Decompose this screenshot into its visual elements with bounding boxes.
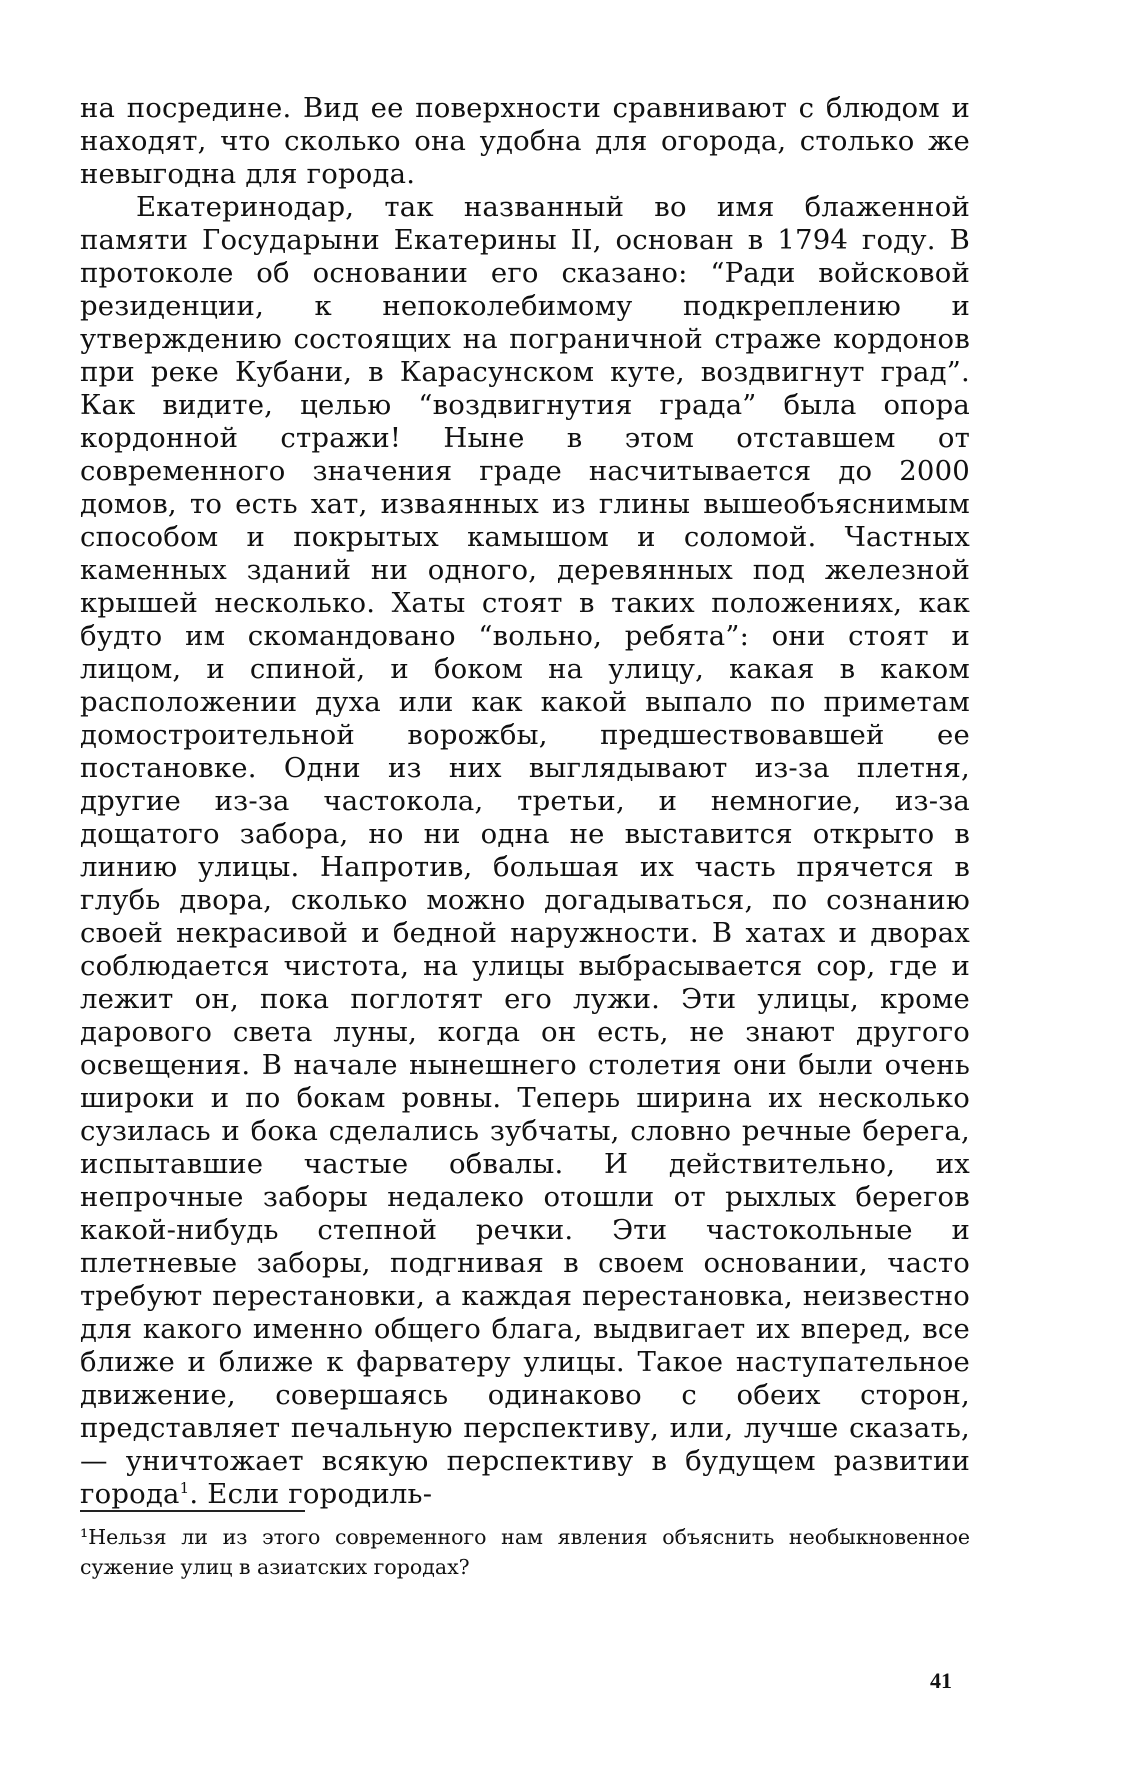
footnote-marker: ¹: [80, 1525, 89, 1549]
paragraph-2-tail: . Если городиль-: [189, 1478, 433, 1510]
footnote-reference: 1: [179, 1478, 190, 1497]
footnote-separator: [80, 1510, 305, 1512]
footnote: [80, 1522, 970, 1582]
page-body: [80, 92, 970, 1511]
paragraph-1: на посредине. Вид ее поверхности сравнивают с блюдом и находят, что сколько она удобна для огорода, столько же невыгодна для города.: [80, 92, 970, 190]
paragraph-2: [80, 191, 970, 1511]
paragraph-2-text: Екатеринодар, так названный во имя блаженной памяти Государыни Екатерины II, основан в 1794 году. В протоколе об основании его сказано: “Ради войсковой резиденции, к непоколебимому подкреплению и утверждению состоящих на пограничной страже кордонов при реке Кубани, в Карасунском куте, воздвигнут град”. Как видите, целью “воздвигнутия града” была опора кордонной стражи! Ныне в этом отставшем от современного значения граде насчитывается до 2000 домов, то есть хат, изваянных из глины вышеобъяснимым способом и покрытых камышом и соломой. Частных каменных зданий ни одного, деревянных под железной крышей несколько. Хаты стоят в таких положениях, как будто им скомандовано “вольно, ребята”: они стоят и лицом, и спиной, и боком на улицу, какая в каком расположении духа или как какой выпало по приметам домостроительной ворожбы, предшествовавшей ее постановке. Одни из них выглядывают из-за плетня, другие из-за частокола, третьи, и немногие, из-за дощатого забора, но ни одна не выставится открыто в линию улицы. Напротив, большая их часть прячется в глубь двора, сколько можно догадываться, по сознанию своей некрасивой и бедной наружности. В хатах и дворах соблюдается чистота, на улицы выбрасывается сор, где и лежит он, пока поглотят его лужи. Эти улицы, кроме дарового света луны, когда он есть, не знают другого освещения. В начале нынешнего столетия они были очень широки и по бокам ровны. Теперь ширина их несколько сузилась и бока сделались зубчаты, словно речные берега, испытавшие частые обвалы. И действительно, их непрочные заборы недалеко отошли от рыхлых берегов какой-нибудь степной речки. Эти частокольные и плетневые заборы, подгнивая в своем основании, часто требуют перестановки, а каждая перестановка, неизвестно для какого именно общего блага, выдвигает их вперед, все ближе и ближе к фарватеру улицы. Такое наступательное движение, совершаясь одинаково с обеих сторон, представляет печальную перспективу, или, лучше сказать,— уничтожает всякую перспективу в будущем развитии города: [80, 191, 970, 1510]
footnote-text: Нельзя ли из этого современного нам явления объяснить необыкновенное сужение улиц в азиатских городах?: [80, 1525, 970, 1579]
page-number: 41: [930, 1668, 952, 1693]
